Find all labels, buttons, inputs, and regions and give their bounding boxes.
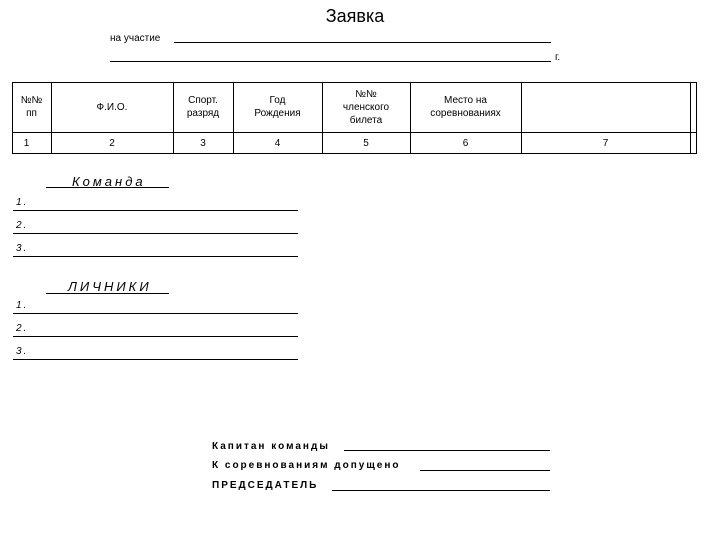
individual-line-1 [13, 313, 298, 314]
individual-line-3 [13, 359, 298, 360]
header-number: №№ пп [20, 95, 43, 119]
header-place: Место на соревнованиях [430, 95, 501, 119]
team-item-1: 1. [16, 197, 29, 208]
col-number-2: 2 [109, 137, 115, 149]
team-item-3: 3. [16, 243, 29, 254]
individual-item-2: 2. [16, 323, 29, 334]
participation-line [174, 42, 551, 43]
header-birth-year: Год Рождения [254, 95, 301, 119]
header-sport-rank: Спорт. разряд [186, 95, 220, 119]
team-line-2 [13, 233, 298, 234]
team-line-1 [13, 210, 298, 211]
admitted-label: К соревнованиям допущено [212, 460, 401, 471]
location-line [110, 61, 551, 62]
team-title: Команда [72, 174, 146, 189]
team-item-2: 2. [16, 220, 29, 231]
year-suffix: г. [555, 52, 561, 63]
col-number-5: 5 [363, 137, 369, 149]
chairman-signature-line [332, 490, 550, 491]
col-number-7: 7 [602, 137, 609, 149]
col-number-1: 1 [23, 137, 30, 149]
col-number-3: 3 [200, 137, 206, 149]
participation-label: на участие [110, 33, 161, 44]
individual-line-2 [13, 336, 298, 337]
individual-item-1: 1. [16, 300, 29, 311]
header-name: Ф.И.О. [96, 101, 128, 113]
col-number-4: 4 [274, 137, 281, 149]
admitted-signature-line [420, 470, 550, 471]
participants-table [12, 82, 697, 154]
team-title-underline [46, 187, 169, 188]
individuals-title-underline [46, 293, 169, 294]
col-number-6: 6 [462, 137, 469, 149]
captain-signature-line [344, 450, 550, 451]
header-blank [521, 82, 690, 132]
chairman-label: ПРЕДСЕДАТЕЛЬ [212, 480, 319, 491]
header-membership-card: №№ членского билета [342, 88, 390, 126]
captain-label: Капитан команды [212, 441, 330, 452]
individual-item-3: 3. [16, 346, 29, 357]
document-title: Заявка [325, 6, 385, 26]
individuals-title: ЛИЧНИКИ [68, 279, 152, 294]
team-line-3 [13, 256, 298, 257]
